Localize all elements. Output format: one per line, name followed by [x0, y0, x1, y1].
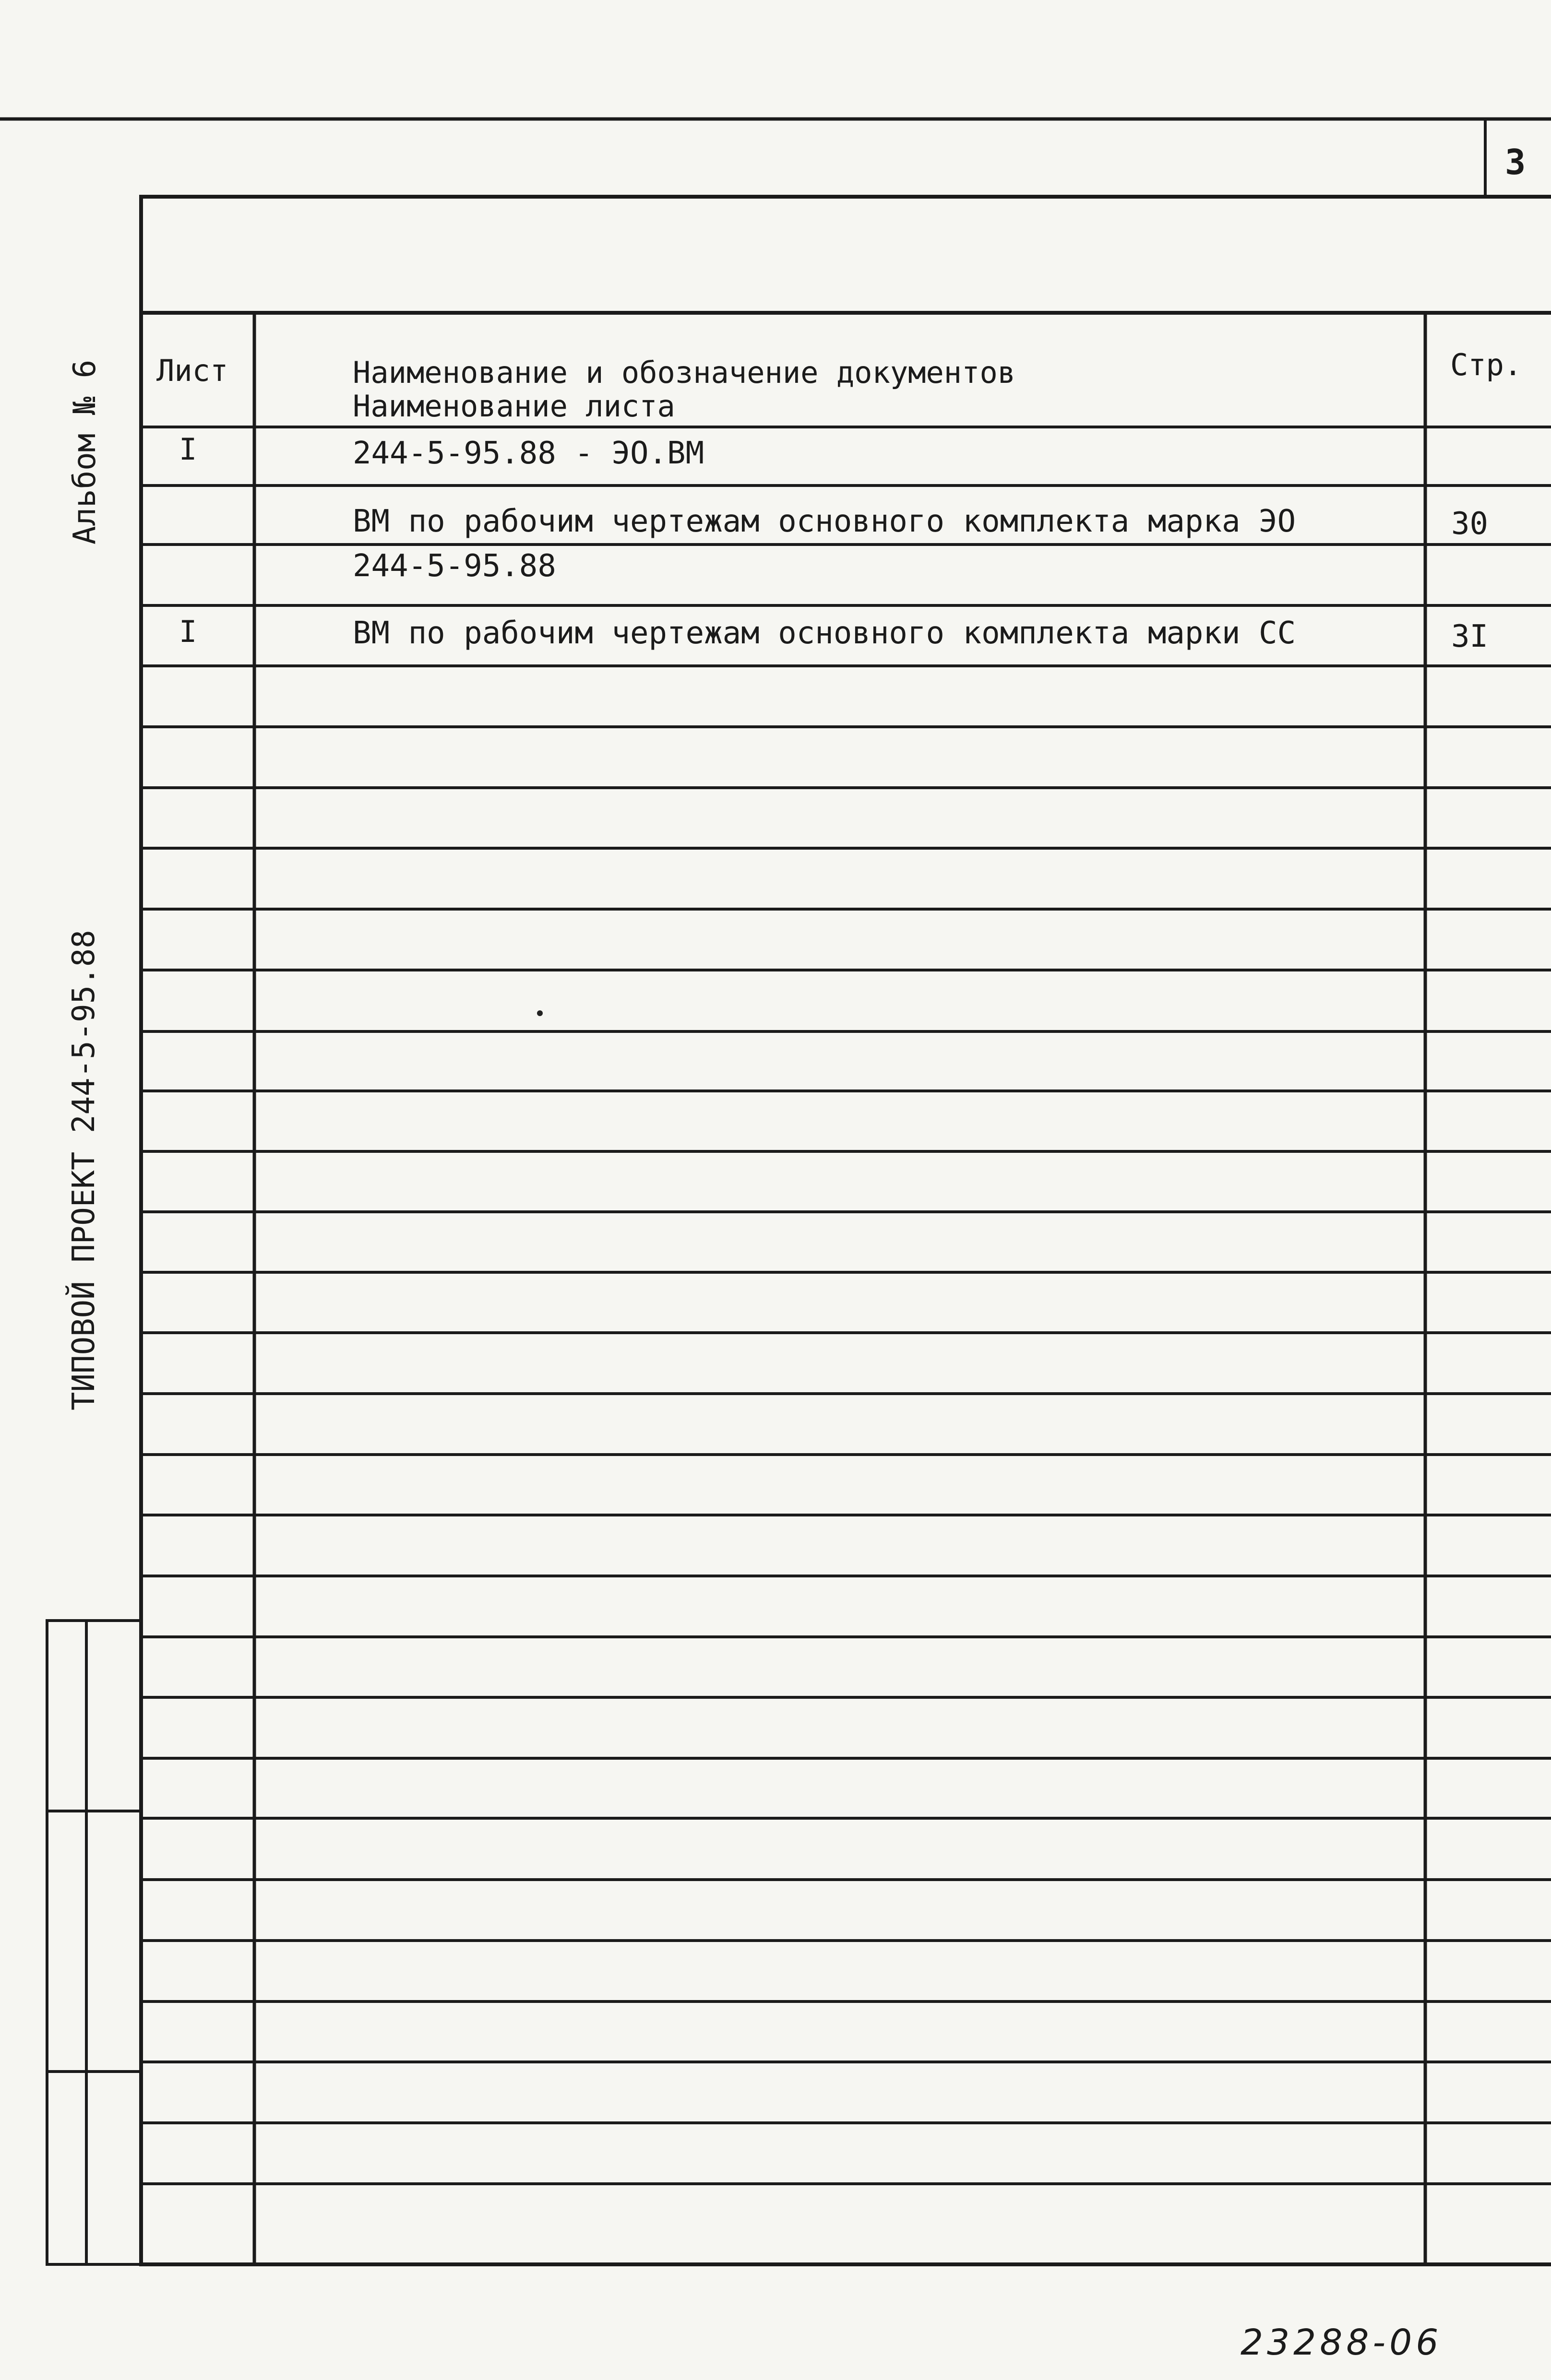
header-sheet: Лист [156, 353, 228, 388]
row-1-sheet: I [179, 432, 197, 467]
project-label: ТИПОВОЙ ПРОЕКТ 244-5-95.88 [66, 930, 102, 1410]
row-2-page: 30 [1451, 506, 1489, 542]
footer-code: 23288-06 [1241, 2322, 1443, 2363]
row-4-page: 3I [1451, 619, 1489, 654]
row-4-name: ВМ по рабочим чертежам основного комплекта марки СС [353, 616, 1296, 651]
row-2-name: ВМ по рабочим чертежам основного комплекта марка ЭО [353, 504, 1296, 539]
header-page: Стр. [1450, 347, 1522, 382]
page-number: 3 [1505, 142, 1526, 182]
row-4-sheet: I [179, 614, 197, 649]
row-1-name: 244-5-95.88 - ЭО.ВМ [353, 436, 704, 471]
album-label: Альбом № 6 [67, 359, 103, 545]
row-3-name: 244-5-95.88 [353, 548, 556, 584]
header-name-line-2: Наименование листа [353, 389, 675, 424]
header-name-line-1: Наименование и обозначение документов [353, 355, 1016, 390]
